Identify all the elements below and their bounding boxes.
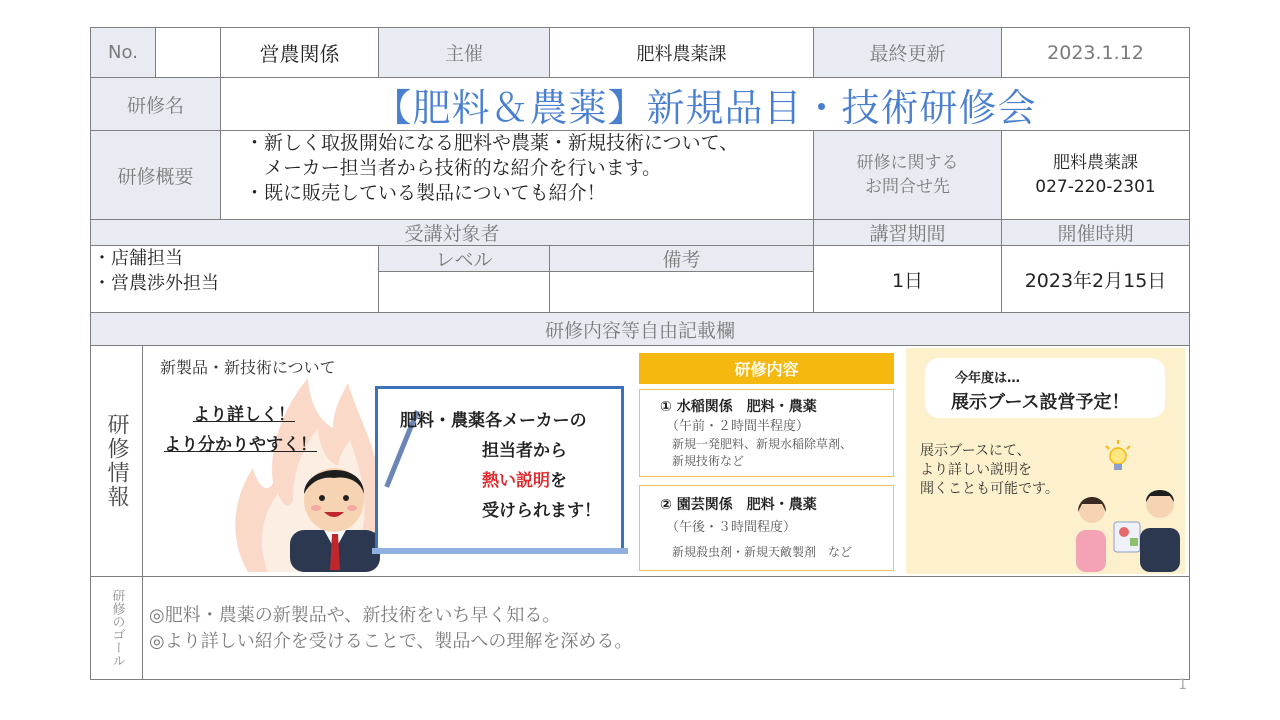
goal-line-1: ◎肥料・農薬の新製品や、新技術をいち早く知る。 (149, 605, 561, 626)
organizer-value: 肥料農薬課 (549, 27, 814, 78)
period-label: 講習期間 (813, 219, 1002, 246)
info-label: 研修情報 (104, 413, 129, 509)
overview-line-3: ・既に販売している製品についても紹介！ (245, 182, 606, 204)
page-number: 1 (1178, 677, 1187, 693)
board-line-3: 熱い説明を (482, 471, 567, 491)
updated-value: 2023.1.12 (1001, 27, 1190, 78)
date-value: 2023年2月15日 (1001, 245, 1190, 313)
overview-label: 研修概要 (90, 130, 221, 220)
intro-text: 新製品・新技術について (160, 358, 336, 377)
level-value (378, 271, 550, 313)
info-label-cell (90, 345, 143, 577)
emphasis-2: より分かりやすく！ (164, 435, 317, 455)
target-list (90, 245, 379, 313)
content-item-1: ① 水稲関係 肥料・農薬 （午前・２時間半程度） 新規一発肥料、新規水稲除草剤、 新規技術など (639, 389, 894, 477)
content-header: 研修内容 (639, 353, 894, 384)
overview-text (220, 130, 814, 220)
date-label: 開催時期 (1001, 219, 1190, 246)
training-name-label: 研修名 (90, 77, 221, 131)
target-item: ・営農渉外担当 (93, 273, 219, 294)
notes-label: 備考 (549, 245, 814, 272)
updated-label: 最終更新 (813, 27, 1002, 78)
lightbulb-icon (1104, 440, 1132, 476)
goal-text (142, 576, 1190, 680)
contact-info (1001, 130, 1190, 220)
period-value: 1日 (813, 245, 1002, 313)
booth-title: 展示ブース設営予定！ (951, 392, 1130, 413)
no-label: No. (90, 27, 156, 78)
contact-phone: 027-220-2301 (1035, 177, 1156, 197)
booth-description: 展示ブースにて、 より詳しい説明を 聞くことも可能です。 (920, 443, 1059, 497)
booth-people-illustration (1074, 482, 1184, 572)
notes-value (549, 271, 814, 313)
target-label: 受講対象者 (90, 219, 814, 246)
board-line-1: 肥料・農薬各メーカーの (400, 411, 587, 431)
overview-line-1: ・新しく取扱開始になる肥料や農薬・新規技術について、 (245, 132, 739, 154)
training-title: 【肥料＆農薬】新規品目・技術研修会 (220, 77, 1190, 131)
contact-dept: 肥料農薬課 (1053, 153, 1138, 173)
goal-label-cell (90, 576, 143, 680)
board-line-4: 受けられます！ (482, 501, 601, 521)
board-line-2: 担当者から (482, 441, 567, 461)
no-value (155, 27, 221, 78)
overview-line-2: メーカー担当者から技術的な紹介を行います。 (245, 157, 662, 179)
emphasis-1: より詳しく！ (193, 405, 295, 425)
organizer-label: 主催 (378, 27, 550, 78)
free-section-label: 研修内容等自由記載欄 (90, 312, 1190, 346)
booth-small-text: 今年度は… (955, 371, 1021, 386)
category-value: 営農関係 (220, 27, 379, 78)
contact-label: 研修に関する お問合せ先 (813, 130, 1002, 220)
goal-line-2: ◎より詳しい紹介を受けることで、製品への理解を深める。 (149, 631, 633, 652)
goal-label: 研修のゴール (109, 589, 125, 667)
whiteboard-tray (372, 548, 628, 554)
target-item: ・店舗担当 (93, 248, 183, 269)
content-item-2: ② 園芸関係 肥料・農薬 （午後・３時間程度） 新規殺虫剤・新規天敵製剤 など (639, 485, 894, 571)
level-label: レベル (378, 245, 550, 272)
